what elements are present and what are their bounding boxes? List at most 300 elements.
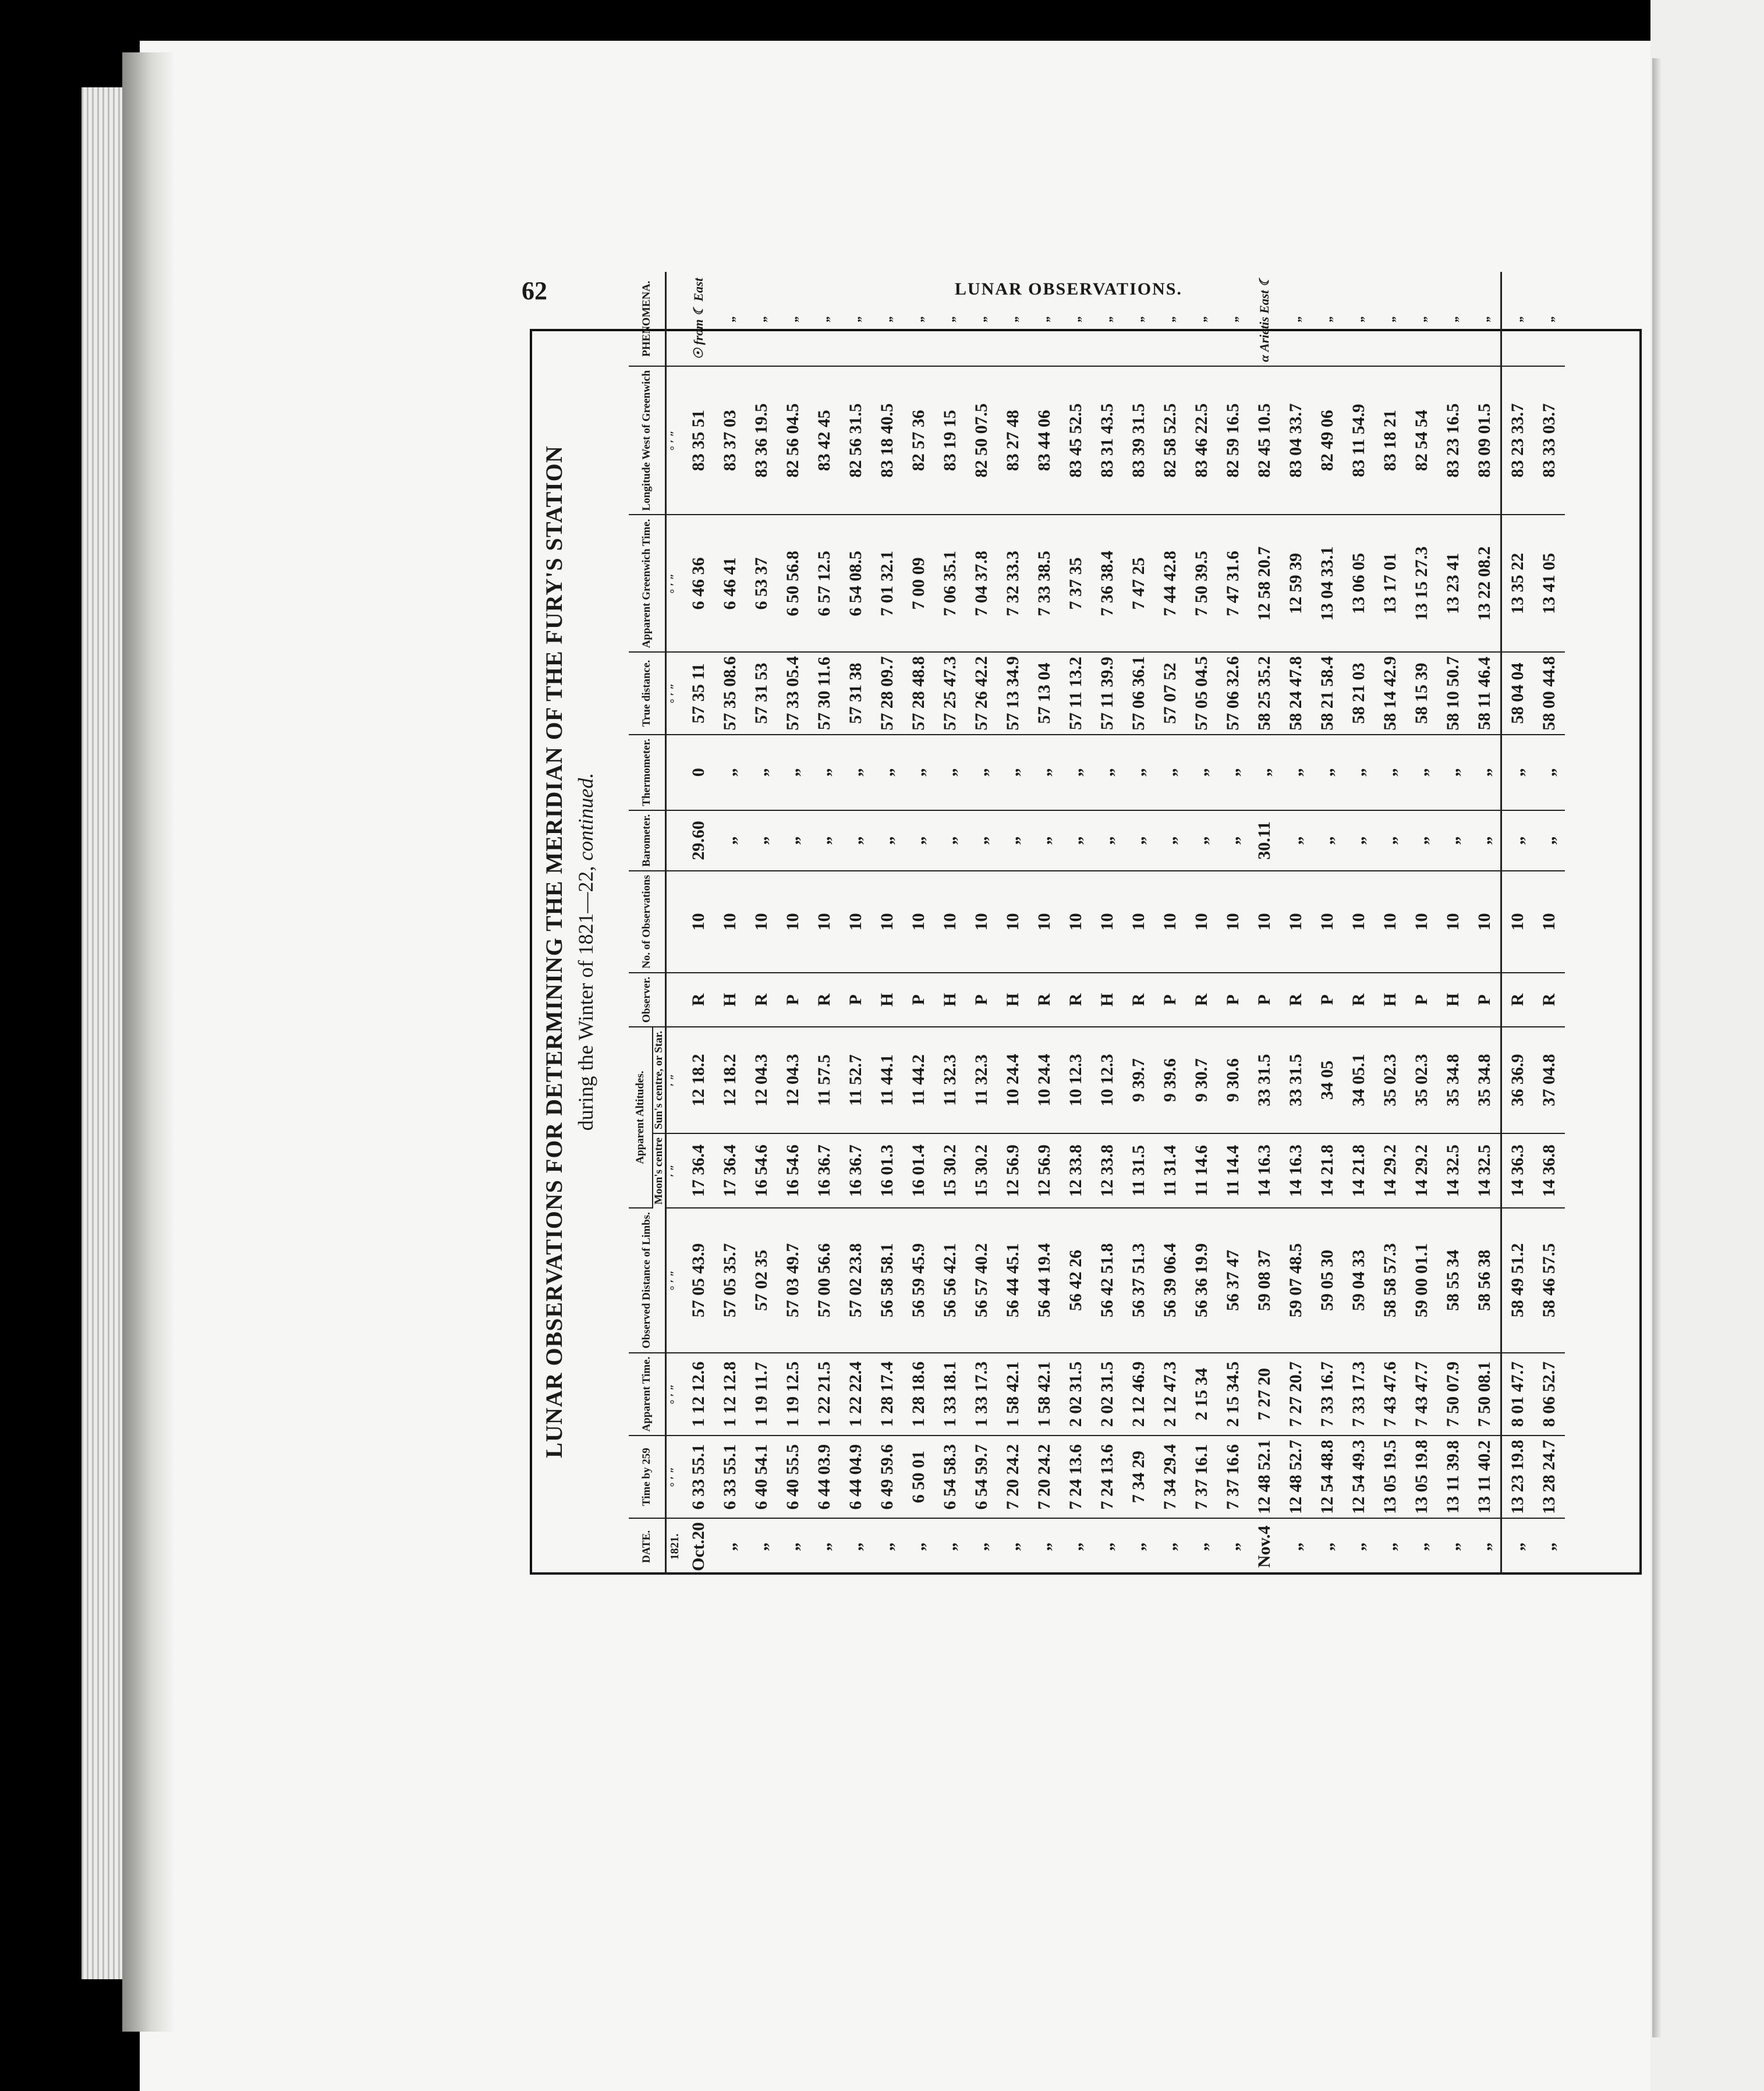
obs-count-cell: 10 — [1060, 871, 1092, 973]
sun-altitude-cell: 11 57.5 — [809, 1027, 840, 1133]
date-cell: „ — [846, 1542, 865, 1551]
table-row — [1217, 272, 1249, 1575]
rotated-table — [530, 275, 1642, 1575]
table-row — [934, 272, 966, 1575]
sun-altitude-cell: 11 44.2 — [903, 1027, 934, 1133]
time-by-cell: 6 40 54.1 — [746, 1436, 777, 1518]
longitude-cell: 83 23 16.5 — [1437, 366, 1469, 515]
greenwich-time-cell: 13 41 05 — [1533, 515, 1565, 652]
fold-line — [1652, 58, 1662, 2037]
greenwich-time-cell: 6 57 12.5 — [809, 515, 840, 652]
greenwich-time-cell: 6 53 37 — [746, 515, 777, 652]
greenwich-time-cell: 6 54 08.5 — [840, 515, 872, 652]
thermometer-cell: „ — [1312, 735, 1343, 810]
sun-altitude-cell: 9 30.6 — [1217, 1027, 1249, 1133]
true-distance-cell: 57 26 42.2 — [966, 652, 997, 735]
apparent-time-cell: 2 02 31.5 — [1060, 1353, 1092, 1436]
apparent-time-cell: 1 33 18.1 — [934, 1353, 966, 1436]
greenwich-time-cell: 13 22 08.2 — [1469, 515, 1501, 652]
phenomena-cell: „ — [1469, 272, 1501, 366]
thermometer-cell: „ — [1343, 735, 1375, 810]
barometer-cell: „ — [1092, 810, 1123, 871]
greenwich-time-cell: 7 01 32.1 — [872, 515, 903, 652]
longitude-cell: 83 35 51 — [683, 366, 714, 515]
apparent-time-cell: 7 27 20 — [1249, 1353, 1280, 1436]
barometer-cell: „ — [1154, 810, 1186, 871]
greenwich-time-cell: 7 50 39.5 — [1186, 515, 1217, 652]
longitude-cell: 82 56 04.5 — [777, 366, 809, 515]
table-row — [1375, 272, 1406, 1575]
barometer-cell: 29.60 — [683, 810, 714, 871]
col-observed-distance: Observed Distance of Limbs. — [629, 1208, 666, 1352]
phenomena-cell: „ — [872, 272, 903, 366]
longitude-cell: 83 09 01.5 — [1469, 366, 1501, 515]
barometer-cell: „ — [872, 810, 903, 871]
running-head: LUNAR OBSERVATIONS. — [955, 279, 1182, 299]
greenwich-time-cell: 7 32 33.3 — [997, 515, 1029, 652]
apparent-time-cell: 1 12 12.6 — [683, 1353, 714, 1436]
moon-altitude-cell: 11 14.6 — [1186, 1133, 1217, 1208]
barometer-cell: „ — [1123, 810, 1154, 871]
date-cell: Nov.4 — [1255, 1525, 1274, 1568]
sun-altitude-cell: 11 44.1 — [872, 1027, 903, 1133]
table-row — [1154, 272, 1186, 1575]
table-row — [1060, 272, 1092, 1575]
observer-cell: R — [1501, 973, 1534, 1027]
phenomena-cell: „ — [1533, 272, 1565, 366]
table-row — [1343, 272, 1375, 1575]
sun-altitude-cell: 10 24.4 — [1029, 1027, 1060, 1133]
obs-count-cell: 10 — [1501, 871, 1534, 973]
date-cell: „ — [1097, 1542, 1117, 1551]
time-by-cell: 6 44 03.9 — [809, 1436, 840, 1518]
table-row — [966, 272, 997, 1575]
greenwich-time-cell: 7 00 09 — [903, 515, 934, 652]
obs-count-cell: 10 — [872, 871, 903, 973]
sun-altitude-cell: 11 52.7 — [840, 1027, 872, 1133]
sun-altitude-cell: 10 24.4 — [997, 1027, 1029, 1133]
true-distance-cell: 58 00 44.8 — [1533, 652, 1565, 735]
table-row — [714, 272, 746, 1575]
true-distance-cell: 57 31 53 — [746, 652, 777, 735]
observer-cell: R — [683, 973, 714, 1027]
thermometer-cell: „ — [934, 735, 966, 810]
obs-count-cell: 10 — [746, 871, 777, 973]
subtitle-main: during the Winter of 1821—22, — [574, 866, 597, 1131]
observer-cell: P — [1406, 973, 1437, 1027]
time-by-cell: 6 33 55.1 — [714, 1436, 746, 1518]
apparent-time-cell: 7 50 07.9 — [1437, 1353, 1469, 1436]
observer-cell: H — [997, 973, 1029, 1027]
phenomena-cell: „ — [1154, 272, 1186, 366]
sun-altitude-cell: 12 04.3 — [777, 1027, 809, 1133]
observed-distance-cell: 57 05 43.9 — [683, 1208, 714, 1352]
date-cell: „ — [1035, 1542, 1054, 1551]
greenwich-time-cell: 7 36 38.4 — [1092, 515, 1123, 652]
greenwich-time-cell: 7 47 25 — [1123, 515, 1154, 652]
obs-count-cell: 10 — [934, 871, 966, 973]
true-distance-cell: 57 06 36.1 — [1123, 652, 1154, 735]
moon-altitude-cell: 17 36.4 — [683, 1133, 714, 1208]
phenomena-cell: „ — [1343, 272, 1375, 366]
date-cell: „ — [1066, 1542, 1085, 1551]
date-cell: „ — [1539, 1542, 1558, 1551]
time-by-cell: 7 20 24.2 — [1029, 1436, 1060, 1518]
col-greenwich-time: Apparent Greenwich Time. — [629, 515, 666, 652]
unit-suns-centre: ′ ″ — [666, 1027, 683, 1133]
table-row — [997, 272, 1029, 1575]
greenwich-time-cell: 7 06 35.1 — [934, 515, 966, 652]
sun-altitude-cell: 11 32.3 — [934, 1027, 966, 1133]
observer-cell: R — [1280, 973, 1312, 1027]
sun-altitude-cell: 11 32.3 — [966, 1027, 997, 1133]
unit-greenwich-time: ° ′ ″ — [666, 515, 683, 652]
apparent-time-cell: 7 43 47.7 — [1406, 1353, 1437, 1436]
obs-count-cell: 10 — [683, 871, 714, 973]
date-cell: „ — [1349, 1542, 1368, 1551]
phenomena-cell: „ — [746, 272, 777, 366]
moon-altitude-cell: 15 30.2 — [966, 1133, 997, 1208]
phenomena-cell: „ — [1312, 272, 1343, 366]
greenwich-time-cell: 13 35 22 — [1501, 515, 1534, 652]
true-distance-cell: 58 14 42.9 — [1375, 652, 1406, 735]
moon-altitude-cell: 16 54.6 — [777, 1133, 809, 1208]
greenwich-time-cell: 13 06 05 — [1343, 515, 1375, 652]
longitude-cell: 83 19 15 — [934, 366, 966, 515]
sun-altitude-cell: 9 39.6 — [1154, 1027, 1186, 1133]
moon-altitude-cell: 14 32.5 — [1469, 1133, 1501, 1208]
obs-count-cell: 10 — [1249, 871, 1280, 973]
barometer-cell: 30.11 — [1249, 810, 1280, 871]
table-row — [746, 272, 777, 1575]
barometer-cell: „ — [1060, 810, 1092, 871]
date-cell: „ — [1443, 1542, 1462, 1551]
thermometer-cell: „ — [1092, 735, 1123, 810]
time-by-cell: 6 33 55.1 — [683, 1436, 714, 1518]
barometer-cell: „ — [1533, 810, 1565, 871]
apparent-time-cell: 7 33 16.7 — [1312, 1353, 1343, 1436]
true-distance-cell: 57 06 32.6 — [1217, 652, 1249, 735]
apparent-time-cell: 8 01 47.7 — [1501, 1353, 1534, 1436]
phenomena-cell: „ — [809, 272, 840, 366]
longitude-cell: 83 36 19.5 — [746, 366, 777, 515]
greenwich-time-cell: 6 50 56.8 — [777, 515, 809, 652]
thermometer-cell: „ — [777, 735, 809, 810]
unit-row — [666, 272, 683, 1575]
time-by-cell: 6 50 01 — [903, 1436, 934, 1518]
date-cell: „ — [877, 1542, 897, 1551]
facing-page — [1650, 0, 1764, 2091]
longitude-cell: 83 31 43.5 — [1092, 366, 1123, 515]
observed-distance-cell: 56 59 45.9 — [903, 1208, 934, 1352]
obs-count-cell: 10 — [1280, 871, 1312, 973]
col-date: DATE. — [629, 1518, 666, 1575]
apparent-time-cell: 8 06 52.7 — [1533, 1353, 1565, 1436]
thermometer-cell: „ — [1186, 735, 1217, 810]
sun-altitude-cell: 12 04.3 — [746, 1027, 777, 1133]
phenomena-cell: „ — [903, 272, 934, 366]
table-row — [1092, 272, 1123, 1575]
time-by-cell: 13 23 19.8 — [1501, 1436, 1534, 1518]
thermometer-cell: „ — [1123, 735, 1154, 810]
table-body — [666, 272, 1565, 1575]
obs-count-cell: 10 — [1343, 871, 1375, 973]
observed-distance-cell: 57 02 23.8 — [840, 1208, 872, 1352]
thermometer-cell: „ — [1060, 735, 1092, 810]
phenomena-cell: „ — [1092, 272, 1123, 366]
observer-cell: H — [872, 973, 903, 1027]
observed-distance-cell: 58 49 51.2 — [1501, 1208, 1534, 1352]
table-row — [777, 272, 809, 1575]
thermometer-cell: „ — [997, 735, 1029, 810]
longitude-cell: 82 58 52.5 — [1154, 366, 1186, 515]
true-distance-cell: 58 15 39 — [1406, 652, 1437, 735]
observer-cell: P — [903, 973, 934, 1027]
true-distance-cell: 57 30 11.6 — [809, 652, 840, 735]
gutter-shadow — [122, 52, 175, 2032]
greenwich-time-cell: 13 17 01 — [1375, 515, 1406, 652]
barometer-cell: „ — [966, 810, 997, 871]
obs-count-cell: 10 — [1123, 871, 1154, 973]
sun-altitude-cell: 35 02.3 — [1406, 1027, 1437, 1133]
obs-count-cell: 10 — [1092, 871, 1123, 973]
date-cell: „ — [783, 1542, 802, 1551]
greenwich-time-cell: 7 37 35 — [1060, 515, 1092, 652]
unit-apparent-time: ° ′ ″ — [666, 1353, 683, 1436]
table-row — [1312, 272, 1343, 1575]
thermometer-cell: „ — [840, 735, 872, 810]
moon-altitude-cell: 16 36.7 — [840, 1133, 872, 1208]
apparent-time-cell: 2 12 47.3 — [1154, 1353, 1186, 1436]
col-observer: Observer. — [629, 973, 666, 1027]
table-row — [1280, 272, 1312, 1575]
date-cell: „ — [1380, 1542, 1400, 1551]
true-distance-cell: 58 10 50.7 — [1437, 652, 1469, 735]
date-cell: „ — [814, 1542, 834, 1551]
observer-cell: P — [966, 973, 997, 1027]
longitude-cell: 82 45 10.5 — [1249, 366, 1280, 515]
table-row — [872, 272, 903, 1575]
greenwich-time-cell: 7 33 38.5 — [1029, 515, 1060, 652]
apparent-time-cell: 2 12 46.9 — [1123, 1353, 1154, 1436]
barometer-cell: „ — [1312, 810, 1343, 871]
table-row — [1406, 272, 1437, 1575]
thermometer-cell: „ — [809, 735, 840, 810]
thermometer-cell: „ — [1249, 735, 1280, 810]
observer-cell: P — [1469, 973, 1501, 1027]
true-distance-cell: 57 07 52 — [1154, 652, 1186, 735]
observed-distance-cell: 59 07 48.5 — [1280, 1208, 1312, 1352]
date-cell: „ — [1317, 1542, 1337, 1551]
apparent-time-cell: 1 12 12.8 — [714, 1353, 746, 1436]
barometer-cell: „ — [746, 810, 777, 871]
observer-cell: H — [1437, 973, 1469, 1027]
apparent-time-cell: 2 15 34 — [1186, 1353, 1217, 1436]
apparent-time-cell: 1 28 18.6 — [903, 1353, 934, 1436]
barometer-cell: „ — [934, 810, 966, 871]
observer-cell: R — [809, 973, 840, 1027]
moon-altitude-cell: 11 31.4 — [1154, 1133, 1186, 1208]
thermometer-cell: „ — [1217, 735, 1249, 810]
time-by-cell: 12 48 52.1 — [1249, 1436, 1280, 1518]
thermometer-cell: „ — [1154, 735, 1186, 810]
longitude-cell: 82 49 06 — [1312, 366, 1343, 515]
table-row — [1437, 272, 1469, 1575]
observed-distance-cell: 59 05 30 — [1312, 1208, 1343, 1352]
observer-cell: R — [1060, 973, 1092, 1027]
apparent-time-cell: 2 15 34.5 — [1217, 1353, 1249, 1436]
obs-count-cell: 10 — [1154, 871, 1186, 973]
sun-altitude-cell: 33 31.5 — [1249, 1027, 1280, 1133]
observer-cell: R — [1343, 973, 1375, 1027]
observed-distance-cell: 56 39 06.4 — [1154, 1208, 1186, 1352]
true-distance-cell: 57 13 04 — [1029, 652, 1060, 735]
date-cell: „ — [1223, 1542, 1242, 1551]
observer-cell: H — [1092, 973, 1123, 1027]
apparent-time-cell: 1 28 17.4 — [872, 1353, 903, 1436]
col-no-obs: No. of Observations — [629, 871, 666, 973]
table-title: LUNAR OBSERVATIONS FOR DETERMINING THE MERIDIAN OF THE FURY'S STATION — [541, 445, 567, 1458]
time-by-cell: 7 37 16.6 — [1217, 1436, 1249, 1518]
date-cell: Oct.20 — [689, 1522, 708, 1571]
col-apparent-altitudes: Apparent Altitudes. — [629, 1027, 653, 1208]
table-row — [840, 272, 872, 1575]
unit-time-by: ° ′ ″ — [666, 1436, 683, 1518]
observer-cell: P — [1154, 973, 1186, 1027]
sun-altitude-cell: 10 12.3 — [1092, 1027, 1123, 1133]
moon-altitude-cell: 16 54.6 — [746, 1133, 777, 1208]
barometer-cell: „ — [997, 810, 1029, 871]
moon-altitude-cell: 12 33.8 — [1092, 1133, 1123, 1208]
thermometer-cell: „ — [1437, 735, 1469, 810]
apparent-time-cell: 1 33 17.3 — [966, 1353, 997, 1436]
phenomena-cell: „ — [714, 272, 746, 366]
apparent-time-cell: 1 19 11.7 — [746, 1353, 777, 1436]
moon-altitude-cell: 14 16.3 — [1249, 1133, 1280, 1208]
table-subtitle — [573, 329, 598, 1575]
col-barometer: Barometer. — [629, 810, 666, 871]
moon-altitude-cell: 14 29.2 — [1406, 1133, 1437, 1208]
col-true-distance: True distance. — [629, 652, 666, 735]
thermometer-cell: „ — [903, 735, 934, 810]
true-distance-cell: 57 28 09.7 — [872, 652, 903, 735]
observed-distance-cell: 56 56 42.1 — [934, 1208, 966, 1352]
greenwich-time-cell: 7 47 31.6 — [1217, 515, 1249, 652]
sun-altitude-cell: 12 18.2 — [683, 1027, 714, 1133]
moon-altitude-cell: 16 01.4 — [903, 1133, 934, 1208]
barometer-cell: „ — [1029, 810, 1060, 871]
observed-distance-cell: 56 57 40.2 — [966, 1208, 997, 1352]
true-distance-cell: 58 21 58.4 — [1312, 652, 1343, 735]
longitude-cell: 83 18 40.5 — [872, 366, 903, 515]
true-distance-cell: 58 04 04 — [1501, 652, 1534, 735]
phenomena-cell: „ — [1501, 272, 1534, 366]
barometer-cell: „ — [840, 810, 872, 871]
moon-altitude-cell: 12 33.8 — [1060, 1133, 1092, 1208]
observer-cell: R — [1029, 973, 1060, 1027]
phenomena-cell: „ — [1060, 272, 1092, 366]
moon-altitude-cell: 11 14.4 — [1217, 1133, 1249, 1208]
observed-distance-cell: 57 00 56.6 — [809, 1208, 840, 1352]
longitude-cell: 83 45 52.5 — [1060, 366, 1092, 515]
col-longitude: Longitude West of Greenwich — [629, 366, 666, 515]
observed-distance-cell: 58 56 38 — [1469, 1208, 1501, 1352]
sun-altitude-cell: 33 31.5 — [1280, 1027, 1312, 1133]
observer-cell: H — [714, 973, 746, 1027]
observed-distance-cell: 56 42 51.8 — [1092, 1208, 1123, 1352]
observed-distance-cell: 56 37 51.3 — [1123, 1208, 1154, 1352]
true-distance-cell: 58 25 35.2 — [1249, 652, 1280, 735]
apparent-time-cell: 1 19 12.5 — [777, 1353, 809, 1436]
barometer-cell: „ — [1501, 810, 1534, 871]
apparent-time-cell: 1 22 22.4 — [840, 1353, 872, 1436]
unit-observed-distance: ° ′ ″ — [666, 1208, 683, 1352]
date-cell: „ — [1160, 1542, 1179, 1551]
time-by-cell: 13 11 40.2 — [1469, 1436, 1501, 1518]
obs-count-cell: 10 — [1469, 871, 1501, 973]
longitude-cell: 82 56 31.5 — [840, 366, 872, 515]
apparent-time-cell: 1 58 42.1 — [997, 1353, 1029, 1436]
sun-altitude-cell: 36 36.9 — [1501, 1027, 1534, 1133]
table-row — [1469, 272, 1501, 1575]
time-by-cell: 6 54 59.7 — [966, 1436, 997, 1518]
greenwich-time-cell: 7 44 42.8 — [1154, 515, 1186, 652]
table-row — [683, 272, 714, 1575]
apparent-time-cell: 1 58 42.1 — [1029, 1353, 1060, 1436]
observer-cell: P — [1312, 973, 1343, 1027]
col-thermometer: Thermometer. — [629, 735, 666, 810]
moon-altitude-cell: 14 36.3 — [1501, 1133, 1534, 1208]
moon-altitude-cell: 12 56.9 — [1029, 1133, 1060, 1208]
moon-altitude-cell: 14 21.8 — [1343, 1133, 1375, 1208]
true-distance-cell: 57 11 39.9 — [1092, 652, 1123, 735]
table-row — [1533, 272, 1565, 1575]
longitude-cell: 82 59 16.5 — [1217, 366, 1249, 515]
longitude-cell: 83 44 06 — [1029, 366, 1060, 515]
observed-distance-cell: 56 44 19.4 — [1029, 1208, 1060, 1352]
sun-altitude-cell: 37 04.8 — [1533, 1027, 1565, 1133]
phenomena-cell: „ — [1123, 272, 1154, 366]
time-by-cell: 6 49 59.6 — [872, 1436, 903, 1518]
thermometer-cell: „ — [1533, 735, 1565, 810]
observed-distance-cell: 58 46 57.5 — [1533, 1208, 1565, 1352]
thermometer-cell: „ — [714, 735, 746, 810]
date-cell: „ — [972, 1542, 991, 1551]
longitude-cell: 82 57 36 — [903, 366, 934, 515]
true-distance-cell: 57 13 34.9 — [997, 652, 1029, 735]
phenomena-cell: „ — [1280, 272, 1312, 366]
time-by-cell: 6 40 55.5 — [777, 1436, 809, 1518]
date-cell: „ — [1412, 1542, 1431, 1551]
moon-altitude-cell: 14 32.5 — [1437, 1133, 1469, 1208]
moon-altitude-cell: 16 01.3 — [872, 1133, 903, 1208]
obs-count-cell: 10 — [1312, 871, 1343, 973]
true-distance-cell: 57 25 47.3 — [934, 652, 966, 735]
greenwich-time-cell: 7 04 37.8 — [966, 515, 997, 652]
barometer-cell: „ — [777, 810, 809, 871]
obs-count-cell: 10 — [777, 871, 809, 973]
sun-altitude-cell: 34 05.1 — [1343, 1027, 1375, 1133]
time-by-cell: 7 20 24.2 — [997, 1436, 1029, 1518]
sun-altitude-cell: 9 30.7 — [1186, 1027, 1217, 1133]
barometer-cell: „ — [1406, 810, 1437, 871]
greenwich-time-cell: 13 15 27.3 — [1406, 515, 1437, 652]
observer-cell: H — [1375, 973, 1406, 1027]
rotated-table-frame — [530, 275, 1642, 1575]
unit-moons-centre: ′ ″ — [666, 1133, 683, 1208]
true-distance-cell: 57 35 08.6 — [714, 652, 746, 735]
obs-count-cell: 10 — [966, 871, 997, 973]
